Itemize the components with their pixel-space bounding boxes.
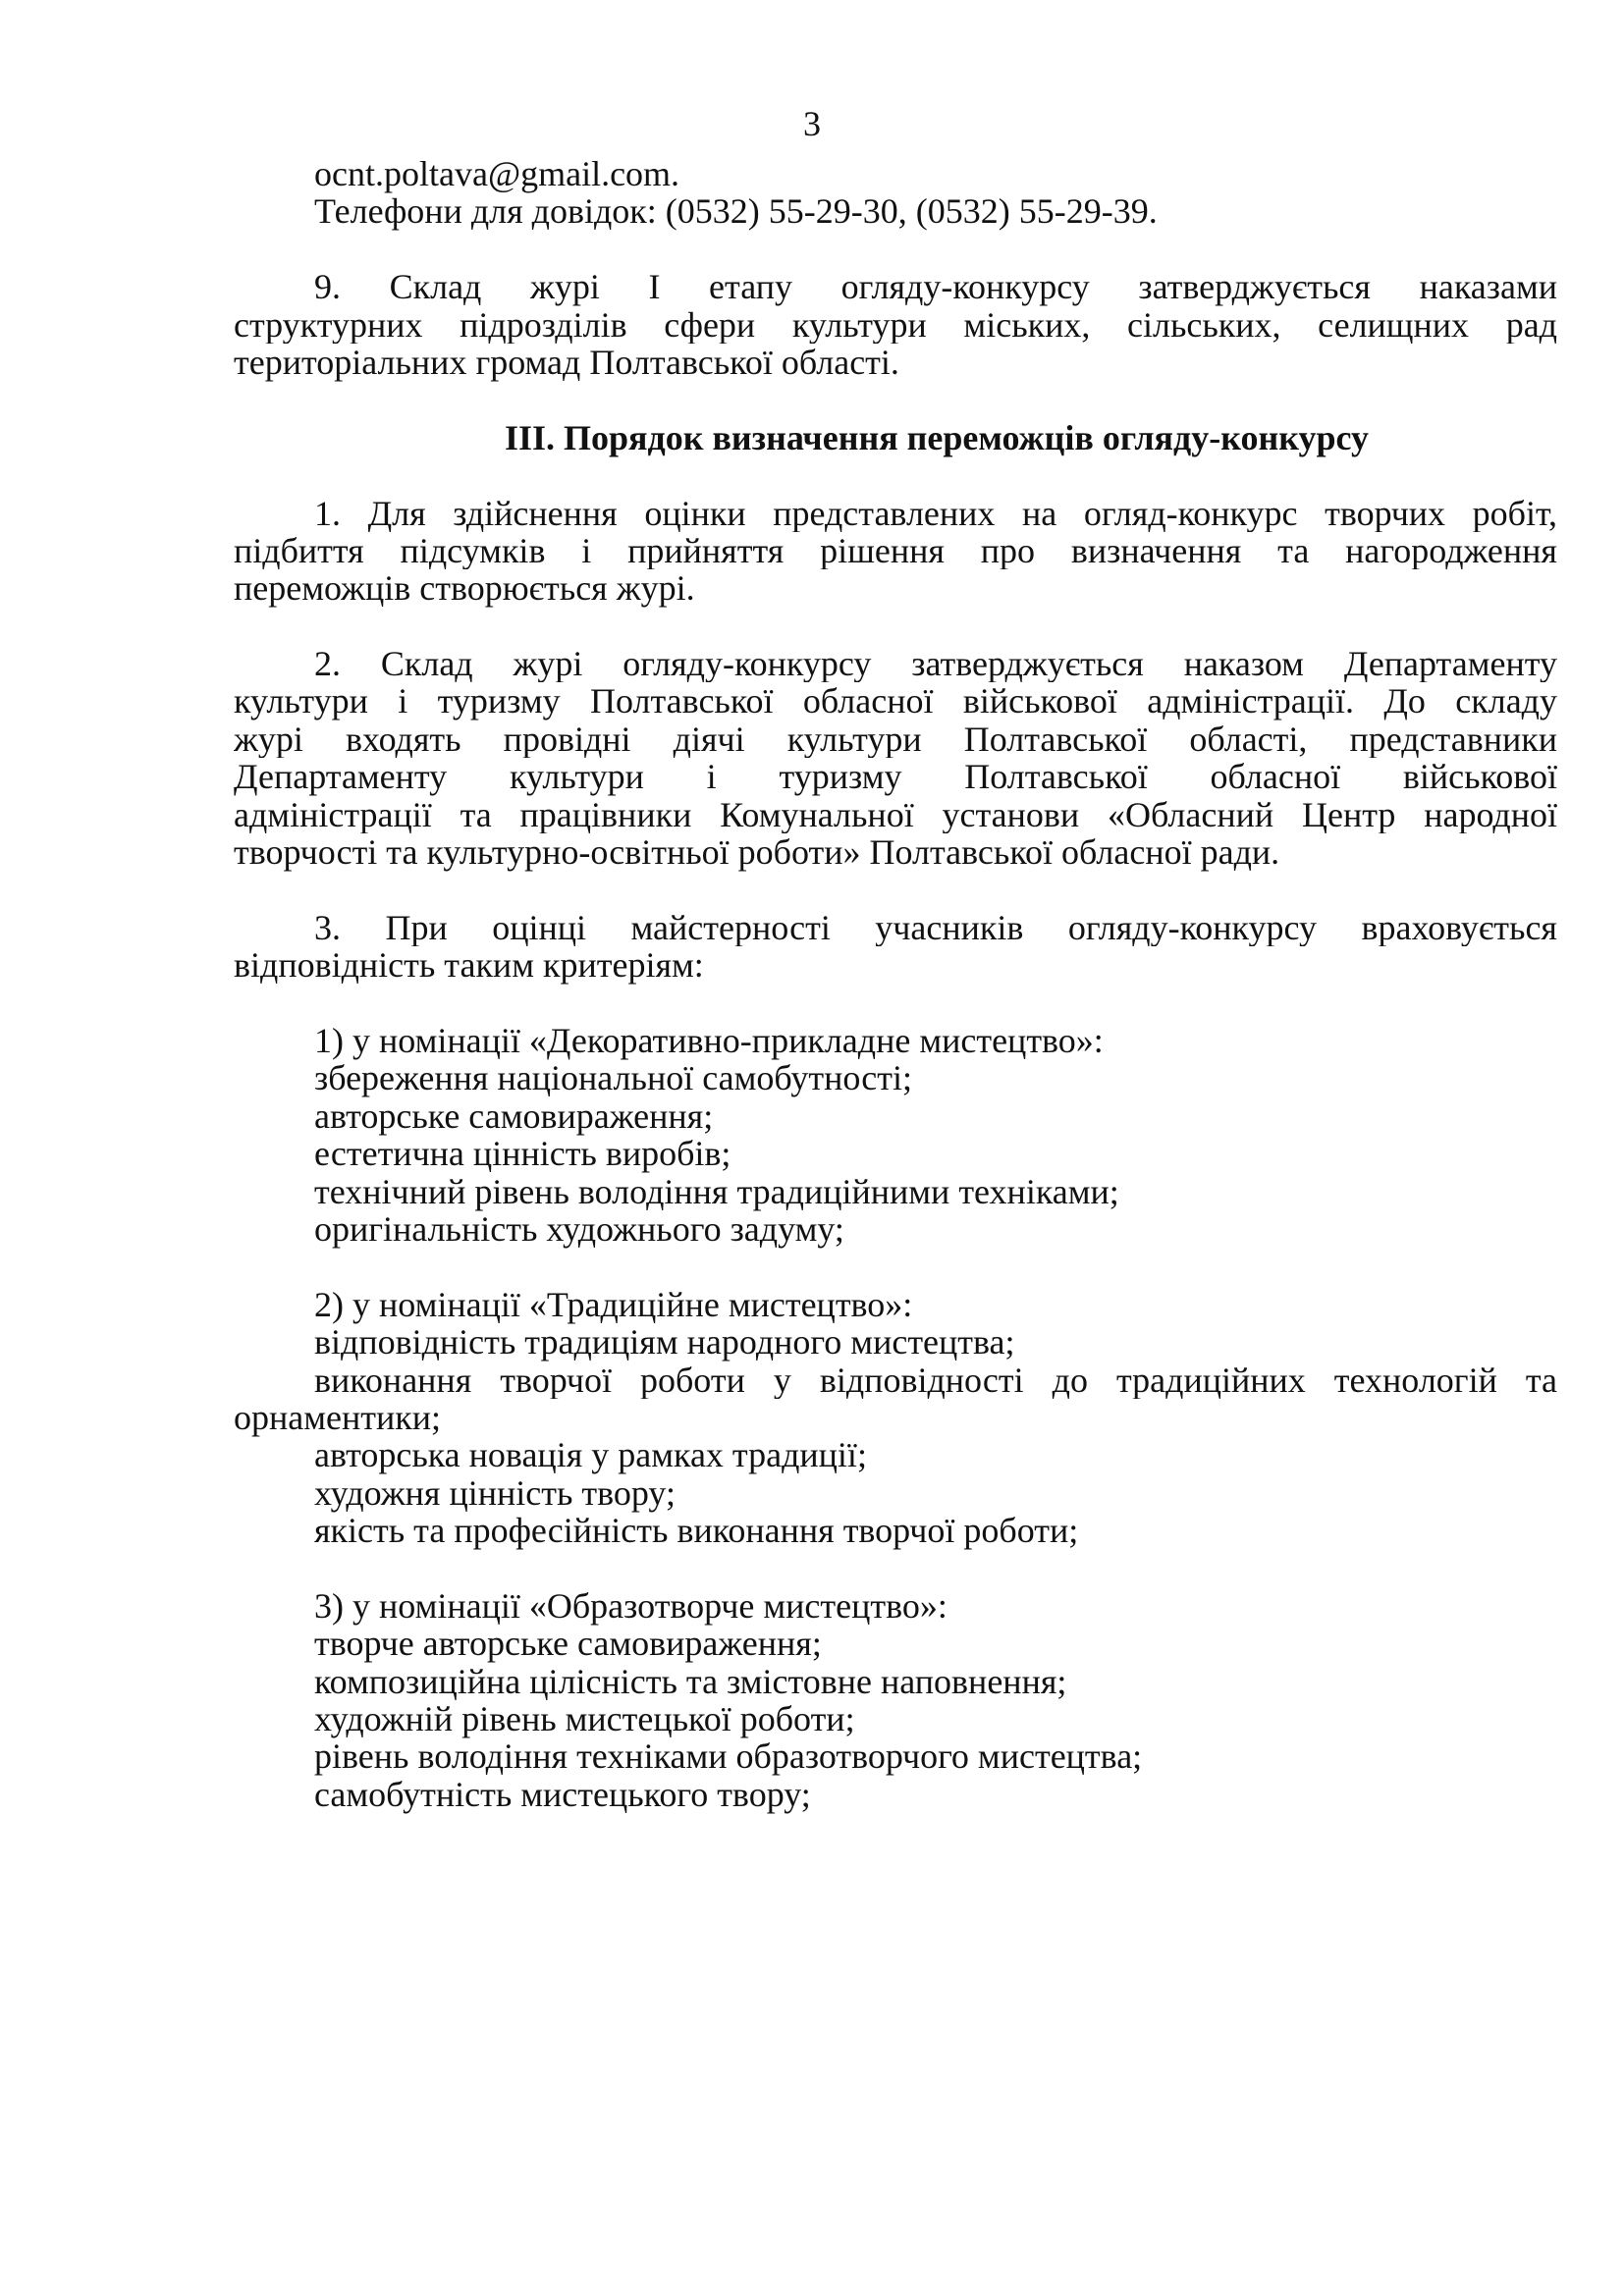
paragraph-gap — [234, 1248, 1557, 1285]
page-number: 3 — [803, 104, 821, 143]
criteria-item: збереження національної самобутності; — [314, 1058, 912, 1098]
paragraph-line: журі входять провідні діячі культури Полтавської області, представники — [234, 720, 1557, 759]
criteria-item: авторське самовираження; — [314, 1095, 714, 1136]
criteria-item-continuation: орнаментики; — [234, 1397, 442, 1437]
paragraph-gap — [234, 381, 1557, 418]
criteria-item: творче авторське самовираження; — [314, 1624, 822, 1664]
document-body — [234, 155, 1557, 1813]
paragraph-gap — [234, 985, 1557, 1022]
contact-email: ocnt.poltava@gmail.com. — [314, 154, 680, 193]
paragraph-gap — [234, 456, 1557, 494]
paragraph-3-2 — [234, 645, 1557, 871]
paragraph-line: структурних підрозділів сфери культури міських, сільських, селищних рад — [234, 305, 1557, 344]
criteria-item: технічний рівень володіння традиційними техніками; — [314, 1171, 1119, 1211]
criteria-title: 1) у номінації «Декоративно-прикладне мистецтво»: — [314, 1020, 1104, 1060]
paragraph-line: територіальних громад Полтавської області. — [234, 342, 899, 382]
contact-phones: Телефони для довідок: (0532) 55-29-30, (0532) 55-29-39. — [314, 191, 1158, 232]
criteria-fine-art — [234, 1587, 1557, 1813]
paragraph-9 — [234, 268, 1557, 381]
criteria-item: оригінальність художнього задуму; — [314, 1208, 844, 1249]
criteria-item: самобутність мистецького твору; — [314, 1774, 811, 1814]
criteria-item: відповідність традиціям народного мистецтва; — [314, 1322, 1015, 1362]
criteria-traditional — [234, 1286, 1557, 1550]
paragraph-gap — [234, 1549, 1557, 1586]
paragraph-line: творчості та культурно-освітньої роботи» Полтавської обласної ради. — [234, 832, 1280, 873]
paragraph-line: 9. Склад журі I етапу огляду-конкурсу затверджується наказами — [314, 268, 1557, 306]
criteria-title: 2) у номінації «Традиційне мистецтво»: — [314, 1284, 913, 1324]
criteria-decorative-applied — [234, 1022, 1557, 1248]
paragraph-line: 1. Для здійснення оцінки представлених на огляд-конкурс творчих робіт, — [314, 494, 1557, 532]
paragraph-line: адміністрації та працівники Комунальної установи «Обласний Центр народної — [234, 795, 1557, 834]
paragraph-gap — [234, 231, 1557, 268]
section-heading: ІІІ. Порядок визначення переможців огляду-конкурсу — [505, 417, 1369, 457]
criteria-item: рівень володіння техніками образотворчого мистецтва; — [314, 1736, 1143, 1777]
paragraph-gap — [234, 871, 1557, 908]
criteria-item: композиційна цілісність та змістовне наповнення; — [314, 1661, 1067, 1701]
criteria-item: художня цінність твору; — [314, 1472, 676, 1513]
paragraph-line: підбиття підсумків і прийняття рішення про визначення та нагородження — [234, 531, 1557, 570]
criteria-item: авторська новація у рамках традиції; — [314, 1435, 867, 1475]
paragraph-gap — [234, 608, 1557, 645]
paragraph-line: відповідність таким критеріям: — [234, 945, 704, 986]
paragraph-line: 3. При оцінці майстерності учасників огляду-конкурсу враховується — [314, 908, 1557, 947]
paragraph-3-1 — [234, 495, 1557, 608]
criteria-item: виконання творчої роботи у відповідності до традиційних технологій та — [314, 1361, 1557, 1399]
criteria-item: художній рівень мистецької роботи; — [314, 1699, 855, 1739]
paragraph-3-3 — [234, 909, 1557, 985]
criteria-item: естетична цінність виробів; — [314, 1134, 731, 1174]
paragraph-line: культури і туризму Полтавської обласної військової адміністрації. До складу — [234, 682, 1557, 721]
criteria-title: 3) у номінації «Образотворче мистецтво»: — [314, 1585, 947, 1626]
criteria-item: якість та професійність виконання творчої роботи; — [314, 1511, 1079, 1551]
paragraph-line: 2. Склад журі огляду-конкурсу затверджується наказом Департаменту — [314, 645, 1557, 683]
paragraph-line: переможців створюється журі. — [234, 568, 695, 609]
paragraph-line: Департаменту культури і туризму Полтавської обласної військової — [234, 758, 1557, 796]
